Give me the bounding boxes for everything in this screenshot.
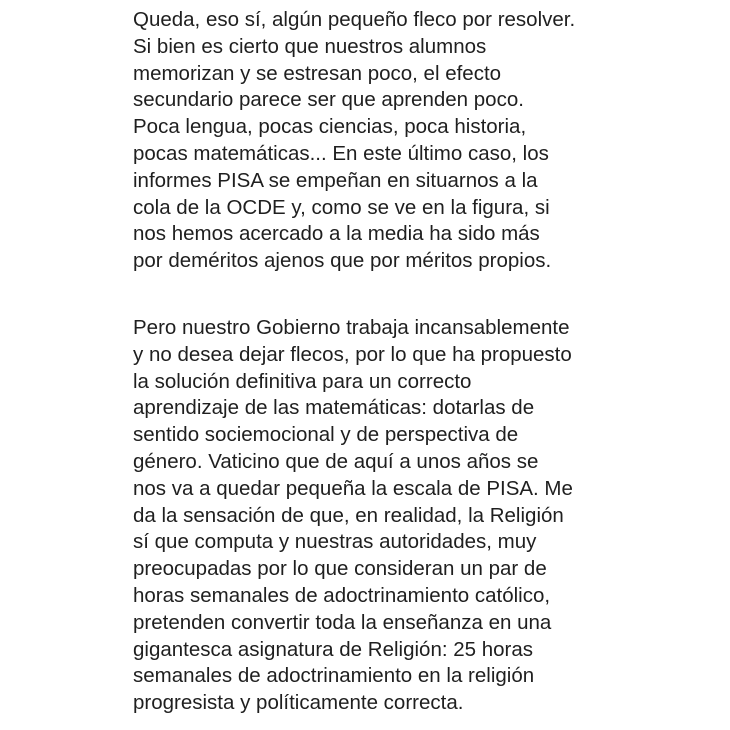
- text-line: secundario parece ser que aprenden poco.: [133, 88, 524, 112]
- text-line: nos hemos acercado a la media ha sido más: [133, 222, 540, 246]
- paragraph-2: [133, 315, 573, 717]
- text-line: sentido sociemocional y de perspectiva de: [133, 423, 519, 447]
- text-line: horas semanales de adoctrinamiento católico,: [133, 583, 551, 607]
- text-line: y no desea dejar flecos, por lo que ha propuesto: [133, 342, 572, 366]
- text-line: la solución definitiva para un correcto: [133, 369, 472, 393]
- text-line: gigantesca asignatura de Religión: 25 horas: [133, 637, 534, 661]
- text-line: pretenden convertir toda la enseñanza en una: [133, 610, 552, 634]
- text-line: pocas matemáticas... En este último caso, los: [133, 141, 549, 165]
- text-line: aprendizaje de las matemáticas: dotarlas de: [133, 396, 535, 420]
- text-line: informes PISA se empeñan en situarnos a la: [133, 168, 538, 192]
- text-line: memorizan y se estresan poco, el efecto: [133, 61, 502, 85]
- text-line: Pero nuestro Gobierno trabaja incansablemente: [133, 316, 570, 339]
- text-line: Poca lengua, pocas ciencias, poca historia,: [133, 115, 527, 139]
- text-line: sí que computa y nuestras autoridades, muy: [133, 530, 537, 554]
- text-line: nos va a quedar pequeña la escala de PISA. Me: [133, 476, 573, 500]
- text-line: da la sensación de que, en realidad, la Religión: [133, 503, 564, 527]
- text-line: género. Vaticino que de aquí a unos años se: [133, 449, 539, 473]
- text-line: Queda, eso sí, algún pequeño fleco por resolver.: [133, 8, 576, 31]
- text-line: por deméritos ajenos que por méritos propios.: [133, 249, 552, 273]
- text-line: cola de la OCDE y, como se ve en la figura, si: [133, 195, 550, 219]
- text-line: semanales de adoctrinamiento en la religión: [133, 664, 535, 688]
- paragraph-1: [133, 7, 575, 275]
- text-line: progresista y políticamente correcta.: [133, 691, 464, 715]
- text-line: preocupadas por lo que consideran un par de: [133, 557, 547, 581]
- text-line: Si bien es cierto que nuestros alumnos: [133, 34, 487, 58]
